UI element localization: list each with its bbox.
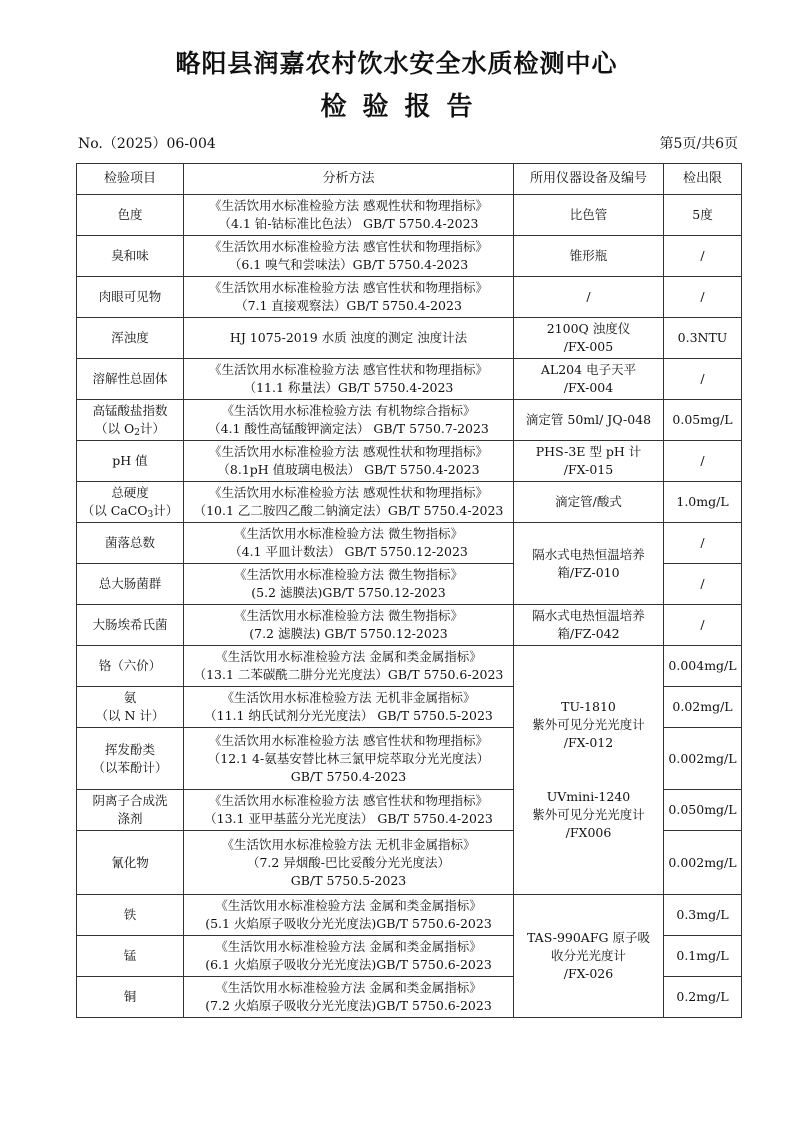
method-cell <box>184 359 514 400</box>
method-line: (7.2 滤膜法) GB/T 5750.12-2023 <box>249 626 448 641</box>
instrument-cell: 锥形瓶 <box>514 236 664 277</box>
item-cell: 溶解性总固体 <box>77 359 184 400</box>
item-line: （以苯酚计） <box>92 759 168 775</box>
limit-cell: / <box>664 277 742 318</box>
inspection-methods-table <box>76 163 742 1018</box>
method-line: (5.2 滤膜法)GB/T 5750.12-2023 <box>251 585 446 600</box>
method-line: （10.1 乙二胺四乙酸二钠滴定法）GB/T 5750.4-2023 <box>193 503 504 518</box>
table-row <box>77 441 742 482</box>
instrument-cell: / <box>514 277 664 318</box>
method-cell <box>184 605 514 646</box>
org-title: 略阳县润嘉农村饮水安全水质检测中心 <box>175 49 618 78</box>
method-line: （4.1 铂-钴标准比色法） GB/T 5750.4-2023 <box>218 216 479 231</box>
method-line: 《生活饮用水标准检验方法 感官性状和物理指标》 <box>209 362 488 377</box>
instrument-cell <box>514 359 664 400</box>
item-cell <box>77 728 184 790</box>
item-line: 总硬度 <box>111 485 149 500</box>
method-line: （7.2 异烟酸-巴比妥酸分光光度法） <box>246 854 451 870</box>
method-line: 《生活饮用水标准检验方法 感观性状和物理指标》 <box>209 198 488 213</box>
method-cell <box>184 895 514 936</box>
item-cell: 铁 <box>77 895 184 936</box>
method-line: （11.1 纳氏试剂分光光度法） GB/T 5750.5-2023 <box>204 708 493 723</box>
method-cell <box>184 400 514 441</box>
instrument-line: TU-1810 <box>561 699 616 714</box>
limit-cell: / <box>664 236 742 277</box>
item-cell: 氰化物 <box>77 831 184 895</box>
item-line: （以 N 计） <box>95 708 165 723</box>
instrument-cell <box>514 605 664 646</box>
instrument-line: /FX-026 <box>563 966 614 981</box>
item-cell: 肉眼可见物 <box>77 277 184 318</box>
instrument-line: /FX-015 <box>563 462 614 477</box>
method-line: （4.1 酸性高锰酸钾滴定法） GB/T 5750.7-2023 <box>208 421 489 436</box>
method-cell <box>184 482 514 523</box>
method-line: (7.2 火焰原子吸收分光光度法)GB/T 5750.6-2023 <box>205 998 492 1013</box>
instrument-line: 箱/FZ-042 <box>557 626 620 641</box>
page-number: 第5页/共6页 <box>659 136 738 152</box>
method-line: 《生活饮用水标准检验方法 金属和类金属指标》 <box>215 898 482 913</box>
table-row <box>77 646 742 687</box>
table-row <box>77 605 742 646</box>
item-cell: 大肠埃希氏菌 <box>77 605 184 646</box>
item-cell: pH 值 <box>77 441 184 482</box>
item-line: 氨 <box>123 690 137 705</box>
method-cell <box>184 646 514 687</box>
method-cell <box>184 728 514 790</box>
instrument-line: 隔水式电热恒温培养 <box>532 546 645 562</box>
limit-cell: 1.0mg/L <box>664 482 742 523</box>
instrument-line: TAS-990AFG 原子吸 <box>527 930 650 945</box>
method-line: 《生活饮用水标准检验方法 无机非金属指标》 <box>221 836 476 852</box>
limit-cell: 0.004mg/L <box>664 646 742 687</box>
instrument-cell: 滴定管 50ml/ JQ-048 <box>514 400 664 441</box>
method-cell <box>184 936 514 977</box>
limit-cell: 0.1mg/L <box>664 936 742 977</box>
report-title: 检验报告 <box>320 92 489 122</box>
item-line: 挥发酚类 <box>104 741 155 757</box>
limit-cell: 0.002mg/L <box>664 728 742 790</box>
item-cell <box>77 482 184 523</box>
instrument-line: 收分光光度计 <box>550 948 626 963</box>
limit-cell: 0.3mg/L <box>664 895 742 936</box>
method-line: HJ 1075-2019 水质 浊度的测定 浊度计法 <box>229 330 468 345</box>
instrument-line: UVmini-1240 <box>546 789 631 804</box>
table-row <box>77 400 742 441</box>
method-line: 《生活饮用水标准检验方法 有机物综合指标》 <box>221 403 476 418</box>
header-item: 检验项目 <box>77 164 184 195</box>
limit-cell: / <box>664 441 742 482</box>
instrument-cell <box>514 441 664 482</box>
limit-cell: / <box>664 523 742 564</box>
limit-cell: / <box>664 605 742 646</box>
method-line: （6.1 嗅气和尝味法）GB/T 5750.4-2023 <box>228 257 469 272</box>
instrument-line: /FX006 <box>565 825 612 840</box>
method-cell <box>184 195 514 236</box>
method-line: 《生活饮用水标准检验方法 感观性状和物理指标》 <box>209 485 488 500</box>
method-line: 《生活饮用水标准检验方法 金属和类金属指标》 <box>215 649 482 664</box>
limit-cell: 5度 <box>664 195 742 236</box>
instrument-line: 紫外可见分光光度计 <box>532 807 645 822</box>
instrument-cell-incubator <box>514 523 664 605</box>
method-line: 《生活饮用水标准检验方法 感观性状和物理指标》 <box>209 444 488 459</box>
item-cell: 锰 <box>77 936 184 977</box>
method-line: （13.1 亚甲基蓝分光光度法） GB/T 5750.4-2023 <box>204 811 493 826</box>
item-line: （以 CaCO <box>81 503 148 518</box>
item-subscript: 2 <box>134 428 140 438</box>
item-cell <box>77 687 184 728</box>
method-cell <box>184 523 514 564</box>
method-line: 《生活饮用水标准检验方法 感官性状和物理指标》 <box>209 732 488 748</box>
method-cell <box>184 831 514 895</box>
method-line: 《生活饮用水标准检验方法 感官性状和物理指标》 <box>209 239 488 254</box>
instrument-cell-spectrophotometers <box>514 646 664 895</box>
limit-cell: 0.050mg/L <box>664 790 742 831</box>
item-line: 阴离子合成洗 <box>92 793 168 808</box>
instrument-line: 箱/FZ-010 <box>557 564 620 580</box>
item-line: 涤剂 <box>117 811 143 826</box>
method-line: （13.1 二苯碳酰二肼分光光度法）GB/T 5750.6-2023 <box>193 667 504 682</box>
method-line: 《生活饮用水标准检验方法 无机非金属指标》 <box>221 690 476 705</box>
method-line: 《生活饮用水标准检验方法 金属和类金属指标》 <box>215 980 482 995</box>
instrument-line: PHS-3E 型 pH 计 <box>535 444 642 459</box>
table-row <box>77 318 742 359</box>
item-cell: 色度 <box>77 195 184 236</box>
method-line: 《生活饮用水标准检验方法 金属和类金属指标》 <box>215 939 482 954</box>
limit-cell: 0.3NTU <box>664 318 742 359</box>
method-line: 《生活饮用水标准检验方法 微生物指标》 <box>234 608 463 623</box>
table-row <box>77 277 742 318</box>
limit-cell: 0.02mg/L <box>664 687 742 728</box>
method-line: GB/T 5750.5-2023 <box>290 872 407 888</box>
instrument-cell <box>514 318 664 359</box>
table-row <box>77 359 742 400</box>
instrument-cell: 滴定管/酸式 <box>514 482 664 523</box>
item-cell: 菌落总数 <box>77 523 184 564</box>
method-line: （11.1 称量法）GB/T 5750.4-2023 <box>243 380 454 395</box>
item-cell <box>77 790 184 831</box>
item-line: 计） <box>153 503 179 518</box>
item-line: （以 O <box>95 421 135 436</box>
method-cell <box>184 977 514 1018</box>
method-cell <box>184 236 514 277</box>
method-line: 《生活饮用水标准检验方法 感官性状和物理指标》 <box>209 793 488 808</box>
instrument-line: 紫外可见分光光度计 <box>532 717 645 732</box>
header-instrument: 所用仪器设备及编号 <box>514 164 664 195</box>
method-line: (6.1 火焰原子吸收分光光度法)GB/T 5750.6-2023 <box>205 957 492 972</box>
item-cell: 臭和味 <box>77 236 184 277</box>
method-line: 《生活饮用水标准检验方法 微生物指标》 <box>234 526 463 541</box>
method-cell <box>184 277 514 318</box>
method-cell <box>184 790 514 831</box>
instrument-line: AL204 电子天平 <box>540 362 637 377</box>
method-cell <box>184 441 514 482</box>
limit-cell: / <box>664 564 742 605</box>
limit-cell: 0.2mg/L <box>664 977 742 1018</box>
item-cell <box>77 400 184 441</box>
method-line: 《生活饮用水标准检验方法 感官性状和物理指标》 <box>209 280 488 295</box>
instrument-line: /FX-004 <box>563 380 614 395</box>
method-line: （12.1 4-氨基安替比林三氯甲烷萃取分光光度法） <box>207 750 490 766</box>
report-number: No.（2025）06-004 <box>78 136 216 152</box>
method-cell <box>184 687 514 728</box>
limit-cell: / <box>664 359 742 400</box>
item-subscript: 3 <box>147 510 154 520</box>
item-cell: 铬（六价） <box>77 646 184 687</box>
table-row <box>77 195 742 236</box>
table-header-row <box>77 164 742 195</box>
item-cell: 铜 <box>77 977 184 1018</box>
table-row <box>77 482 742 523</box>
method-line: GB/T 5750.4-2023 <box>290 768 407 784</box>
item-line: 计） <box>139 421 165 436</box>
limit-cell: 0.002mg/L <box>664 831 742 895</box>
item-cell: 浑浊度 <box>77 318 184 359</box>
table-row <box>77 236 742 277</box>
instrument-line: 隔水式电热恒温培养 <box>532 608 645 623</box>
instrument-line: 2100Q 浊度仪 <box>546 321 631 336</box>
method-line: （8.1pH 值玻璃电极法） GB/T 5750.4-2023 <box>217 462 480 477</box>
table-row <box>77 895 742 936</box>
instrument-cell-aas <box>514 895 664 1018</box>
method-line: (5.1 火焰原子吸收分光光度法)GB/T 5750.6-2023 <box>205 916 492 931</box>
instrument-line: /FX-005 <box>563 339 614 354</box>
instrument-line: /FX-012 <box>563 735 614 750</box>
header-method: 分析方法 <box>184 164 514 195</box>
limit-cell: 0.05mg/L <box>664 400 742 441</box>
method-line: （4.1 平皿计数法） GB/T 5750.12-2023 <box>229 544 468 559</box>
method-cell <box>184 318 514 359</box>
table-row <box>77 523 742 564</box>
method-cell <box>184 564 514 605</box>
item-cell: 总大肠菌群 <box>77 564 184 605</box>
instrument-cell: 比色管 <box>514 195 664 236</box>
item-line: 高锰酸盐指数 <box>92 403 168 418</box>
header-limit: 检出限 <box>664 164 742 195</box>
method-line: （7.1 直接观察法）GB/T 5750.4-2023 <box>235 298 462 313</box>
method-line: 《生活饮用水标准检验方法 微生物指标》 <box>234 567 463 582</box>
